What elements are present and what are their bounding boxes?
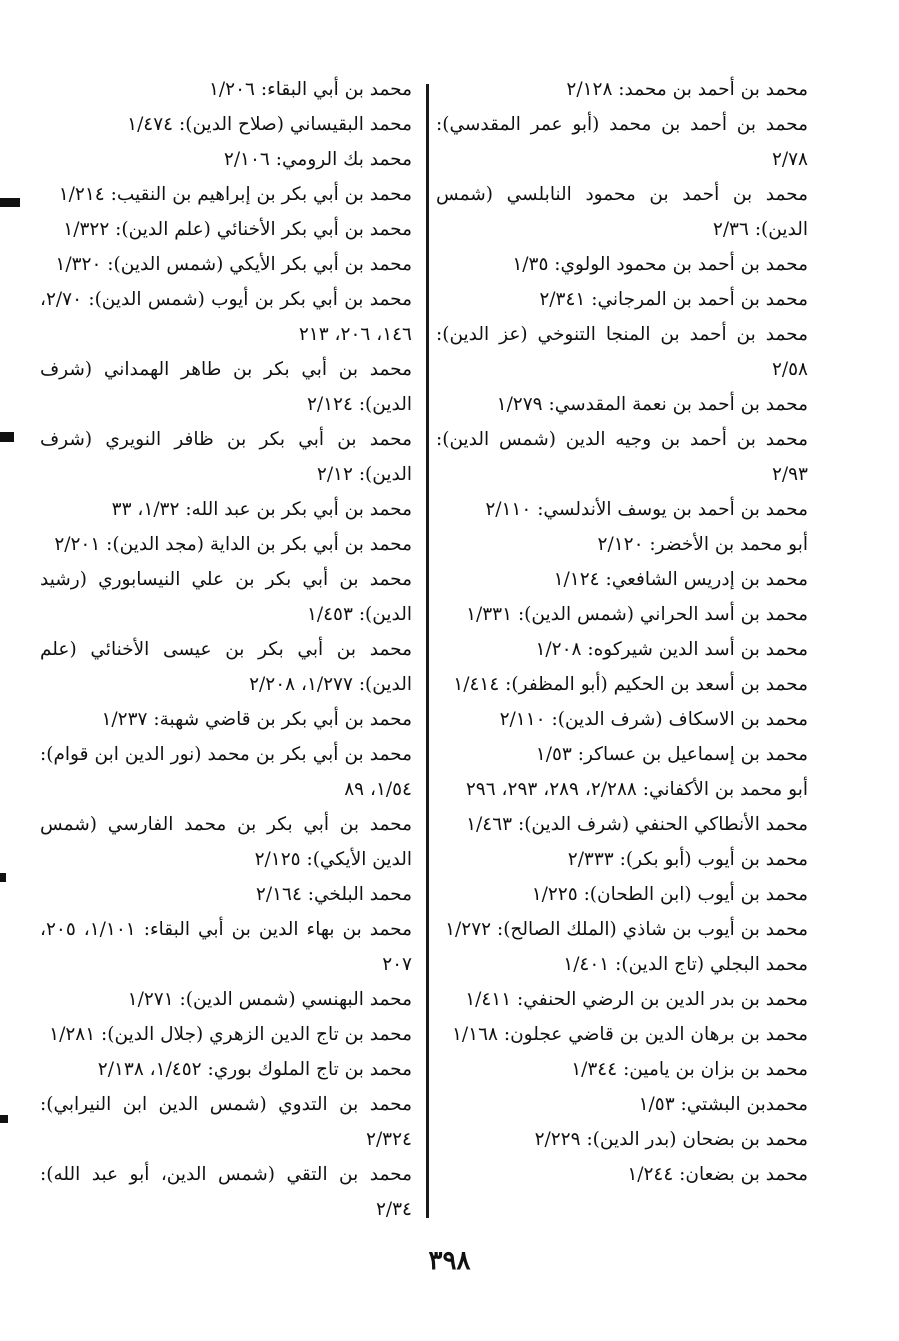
index-entry: محمد بن أسد الدين شيركوه: ١/٢٠٨ xyxy=(535,639,808,660)
index-entry: محمد بن أسد الحراني (شمس الدين): ١/٣٣١ xyxy=(466,604,808,625)
index-entry: محمد بن إسماعيل بن عساكر: ١/٥٣ xyxy=(535,744,808,765)
page-number: ٣٩٨ xyxy=(428,1246,471,1276)
index-entry: محمد بن أبي بكر الأيكي (شمس الدين): ١/٣٢٠ xyxy=(55,254,412,275)
index-entry: محمد بن أحمد بن محمد: ٢/١٢٨ xyxy=(566,79,808,100)
index-column-right xyxy=(436,72,808,1192)
index-entry: محمد بن أبي بكر بن إبراهيم بن النقيب: ١/٢١٤ xyxy=(58,184,412,205)
index-entry: محمد بك الرومي: ٢/١٠٦ xyxy=(223,149,412,170)
index-entry: محمد بن أبي البقاء: ١/٢٠٦ xyxy=(209,79,412,100)
index-entry: محمد بن أبي بكر بن عيسى الأخنائي (علم الدين): ١/٢٧٧، ٢/٢٠٨ xyxy=(40,639,412,695)
index-entry: محمد بن تاج الملوك بوري: ١/٤٥٢، ٢/١٣٨ xyxy=(97,1059,412,1080)
index-entry: محمد بن التدوي (شمس الدين ابن النيرابي): ٢/٣٢٤ xyxy=(40,1094,412,1150)
index-entry: محمد بن أحمد بن محمد (أبو عمر المقدسي): ٢/٧٨ xyxy=(436,114,808,170)
index-entry: محمد بن بضحان (بدر الدين): ٢/٢٢٩ xyxy=(534,1129,808,1150)
index-entry: محمد بن أبي بكر بن محمد (نور الدين ابن قوام): ١/٥٤، ٨٩ xyxy=(40,744,412,800)
index-entry: محمدبن البشتي: ١/٥٣ xyxy=(638,1094,808,1115)
index-entry: محمد بن التقي (شمس الدين، أبو عبد الله): ٢/٣٤ xyxy=(40,1164,412,1220)
index-entry: محمد بن أبي بكر بن طاهر الهمداني (شرف الدين): ٢/١٢٤ xyxy=(40,359,412,415)
index-entry: محمد بن بدر الدين بن الرضي الحنفي: ١/٤١١ xyxy=(465,989,808,1010)
index-entry: محمد بن أبي بكر بن قاضي شهبة: ١/٢٣٧ xyxy=(101,709,412,730)
index-entry: محمد بن أحمد بن يوسف الأندلسي: ٢/١١٠ xyxy=(485,499,808,520)
index-entry: محمد بن برهان الدين بن قاضي عجلون: ١/١٦٨ xyxy=(451,1024,808,1045)
scan-edge-mark xyxy=(0,873,6,882)
scan-edge-mark xyxy=(0,1115,8,1123)
index-entry: محمد بن أبي بكر بن ظافر النويري (شرف الدين): ٢/١٢ xyxy=(40,429,412,485)
index-entry: محمد بن أسعد بن الحكيم (أبو المظفر): ١/٤١٤ xyxy=(453,674,808,695)
index-entry: محمد بن الاسكاف (شرف الدين): ٢/١١٠ xyxy=(499,709,808,730)
column-divider xyxy=(426,84,429,1218)
index-entry: محمد بن أحمد بن المنجا التنوخي (عز الدين): ٢/٥٨ xyxy=(436,324,808,380)
index-entry: محمد بن إدريس الشافعي: ١/١٢٤ xyxy=(553,569,808,590)
index-entry: محمد البلخي: ٢/١٦٤ xyxy=(255,884,412,905)
index-entry: محمد بن أبي بكر الأخنائي (علم الدين): ١/٣٢٢ xyxy=(63,219,412,240)
index-entry: محمد البجلي (تاج الدين): ١/٤٠١ xyxy=(563,954,808,975)
index-entry: محمد بن أبي بكر بن محمد الفارسي (شمس الدين الأيكي): ٢/١٢٥ xyxy=(40,814,412,870)
index-entry: محمد بن أيوب (أبو بكر): ٢/٣٣٣ xyxy=(567,849,808,870)
index-entry: محمد بن بهاء الدين بن أبي البقاء: ١/١٠١، ٢٠٥، ٢٠٧ xyxy=(40,919,412,975)
index-entry: محمد بن أحمد بن المرجاني: ٢/٣٤١ xyxy=(539,289,808,310)
index-entry: محمد بن أحمد بن وجيه الدين (شمس الدين): ٢/٩٣ xyxy=(436,429,808,485)
index-entry: أبو محمد بن الأكفاني: ٢/٢٨٨، ٢٨٩، ٢٩٣، ٢٩٦ xyxy=(465,779,808,800)
scan-edge-mark xyxy=(0,198,20,207)
index-entry: محمد بن أبي بكر بن أيوب (شمس الدين): ٢/٧٠، ١٤٦، ٢٠٦، ٢١٣ xyxy=(40,289,412,345)
index-entry: محمد بن أحمد بن محمود الولوي: ١/٣٥ xyxy=(512,254,808,275)
index-entry: محمد بن أيوب (ابن الطحان): ١/٢٢٥ xyxy=(531,884,808,905)
scan-edge-mark xyxy=(0,432,14,442)
index-entry: محمد بن أبي بكر بن علي النيسابوري (رشيد الدين): ١/٤٥٣ xyxy=(40,569,412,625)
index-entry: محمد بن أبي بكر بن عبد الله: ١/٣٢، ٣٣ xyxy=(111,499,412,520)
index-entry: محمد بن بزان بن يامين: ١/٣٤٤ xyxy=(571,1059,808,1080)
index-entry: محمد بن أحمد بن نعمة المقدسي: ١/٢٧٩ xyxy=(496,394,808,415)
index-entry: محمد بن أحمد بن محمود النابلسي (شمس الدين): ٢/٣٦ xyxy=(436,184,808,240)
index-column-left xyxy=(40,72,412,1227)
index-entry: محمد بن تاج الدين الزهري (جلال الدين): ١/٢٨١ xyxy=(49,1024,412,1045)
index-entry: محمد البقيساني (صلاح الدين): ١/٤٧٤ xyxy=(127,114,412,135)
index-entry: أبو محمد بن الأخضر: ٢/١٢٠ xyxy=(597,534,808,555)
index-entry: محمد الأنطاكي الحنفي (شرف الدين): ١/٤٦٣ xyxy=(466,814,808,835)
index-entry: محمد بن بضعان: ١/٢٤٤ xyxy=(627,1164,808,1185)
index-entry: محمد بن أبي بكر بن الداية (مجد الدين): ٢/٢٠١ xyxy=(54,534,412,555)
index-entry: محمد البهنسي (شمس الدين): ١/٢٧١ xyxy=(127,989,412,1010)
index-entry: محمد بن أيوب بن شاذي (الملك الصالح): ١/٢٧٢ xyxy=(445,919,808,940)
